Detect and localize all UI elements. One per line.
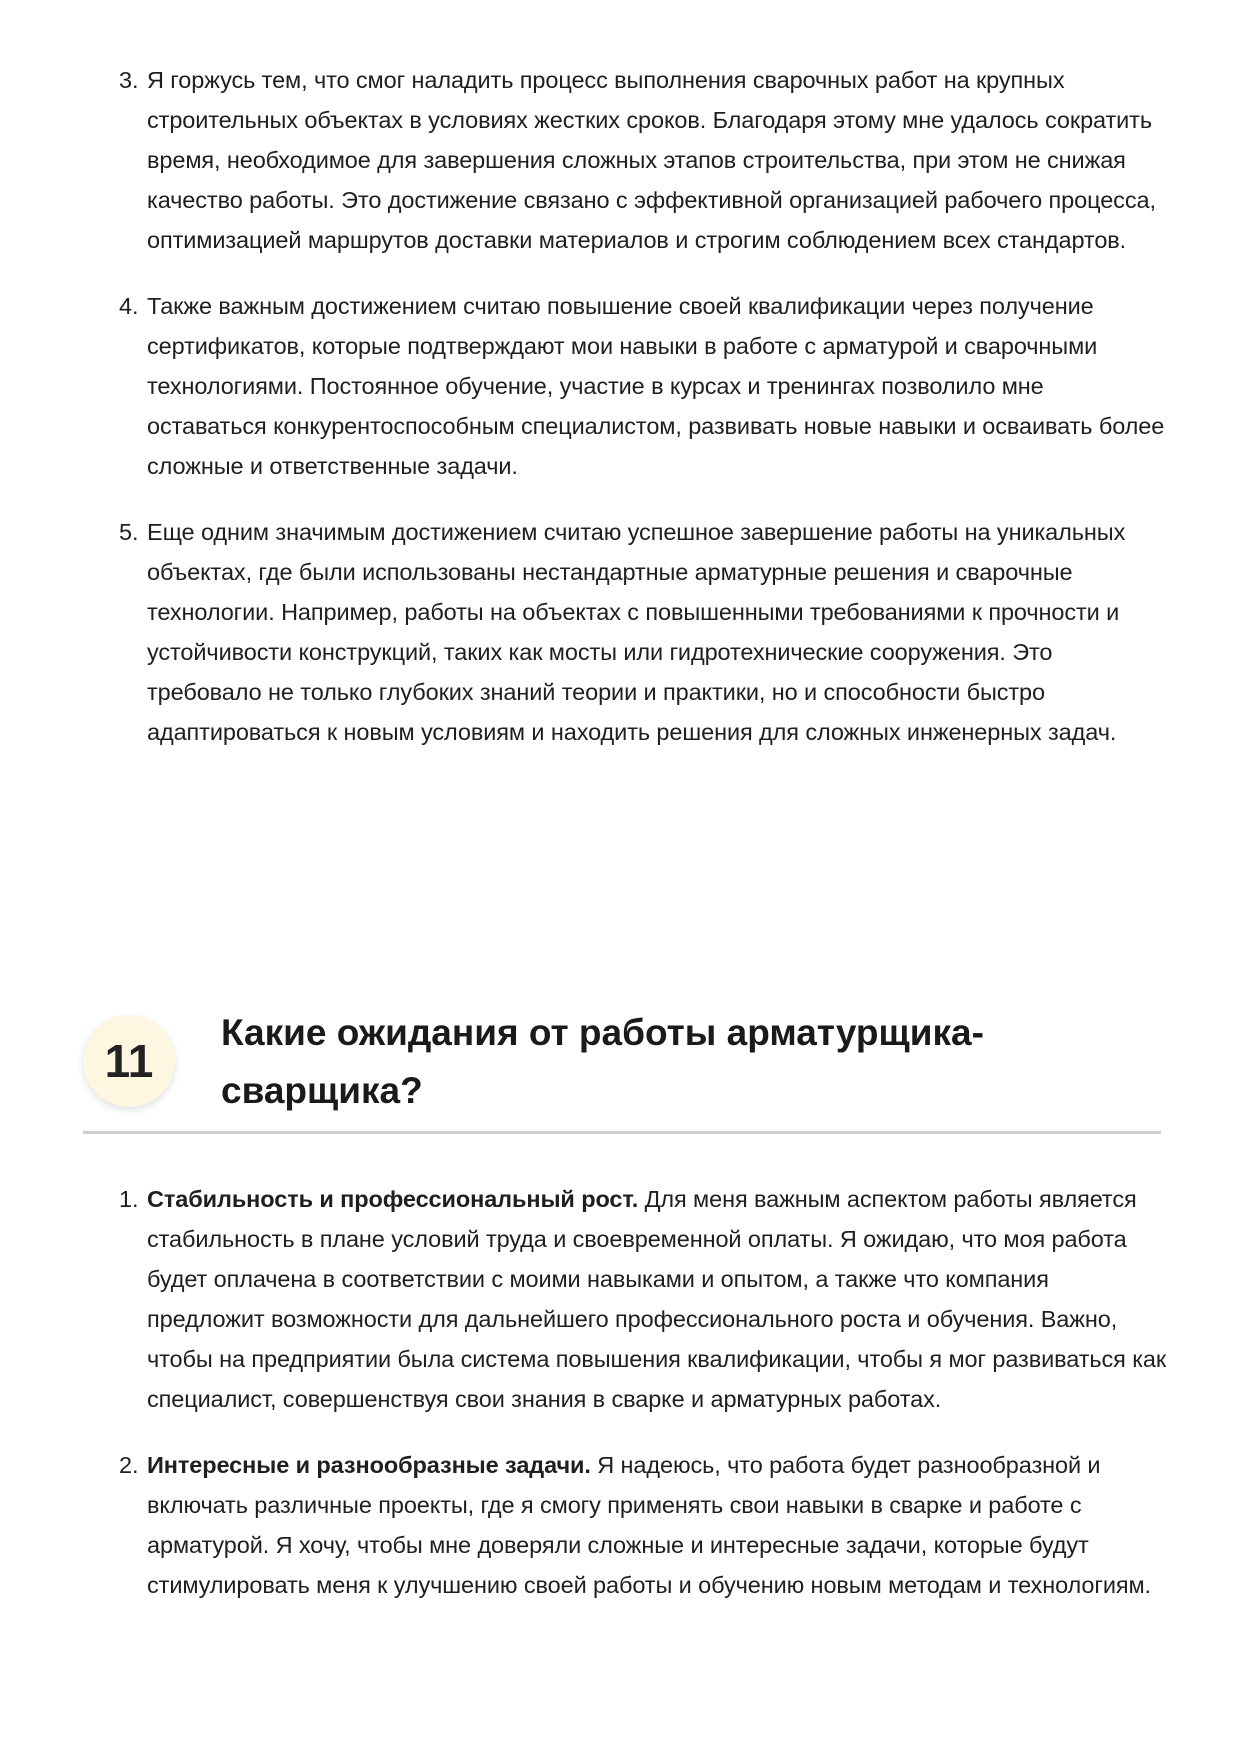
list-item-number: 3. <box>119 67 139 93</box>
expectations-list <box>119 1179 1169 1605</box>
section-number-badge: 11 <box>83 1015 175 1107</box>
list-item-number: 2. <box>119 1452 139 1478</box>
list-item <box>119 60 1169 260</box>
list-item <box>119 512 1169 752</box>
list-item-lead: Стабильность и профессиональный рост. <box>147 1186 639 1212</box>
list-item <box>119 286 1169 486</box>
list-item-lead: Интересные и разнообразные задачи. <box>147 1452 591 1478</box>
section-header <box>83 1004 1161 1134</box>
list-item-number: 1. <box>119 1186 139 1212</box>
section-title: Какие ожидания от работы арматурщика-сварщика? <box>221 1012 984 1111</box>
list-item-text: Я надеюсь, что работа будет разнообразной и включать различные проекты, где я смогу применять свои навыки в сварке и работе с арматурой. Я хочу, чтобы мне доверяли сложные и интересные задачи, которые будут стимулировать меня к улучшению своей работы и обучению новым методам и технологиям. <box>147 1452 1151 1598</box>
list-item-number: 4. <box>119 293 139 319</box>
list-item <box>119 1445 1169 1605</box>
list-item-number: 5. <box>119 519 139 545</box>
achievements-list <box>119 60 1169 752</box>
list-item <box>119 1179 1169 1419</box>
list-item-text: Также важным достижением считаю повышение своей квалификации через получение сертификатов, которые подтверждают мои навыки в работе с арматурой и сварочными технологиями. Постоянное обучение, участие в курсах и тренингах позволило мне оставаться конкурентоспособным специалистом, развивать новые навыки и осваивать более сложные и ответственные задачи. <box>147 293 1165 479</box>
list-item-text: Я горжусь тем, что смог наладить процесс выполнения сварочных работ на крупных строительных объектах в условиях жестких сроков. Благодаря этому мне удалось сократить время, необходимое для завершения сложных этапов строительства, при этом не снижая качество работы. Это достижение связано с эффективной организацией рабочего процесса, оптимизацией маршрутов доставки материалов и строгим соблюдением всех стандартов. <box>147 67 1156 253</box>
list-item-text: Для меня важным аспектом работы является стабильность в плане условий труда и своевременной оплаты. Я ожидаю, что моя работа будет оплачена в соответствии с моими навыками и опытом, а также что компания предложит возможности для дальнейшего профессионального роста и обучения. Важно, чтобы на предприятии была система повышения квалификации, чтобы я мог развиваться как специалист, совершенствуя свои знания в сварке и арматурных работах. <box>147 1186 1167 1412</box>
list-item-text: Еще одним значимым достижением считаю успешное завершение работы на уникальных объектах, где были использованы нестандартные арматурные решения и сварочные технологии. Например, работы на объектах с повышенными требованиями к прочности и устойчивости конструкций, таких как мосты или гидротехнические сооружения. Это требовало не только глубоких знаний теории и практики, но и способности быстро адаптироваться к новым условиям и находить решения для сложных инженерных задач. <box>147 519 1126 745</box>
